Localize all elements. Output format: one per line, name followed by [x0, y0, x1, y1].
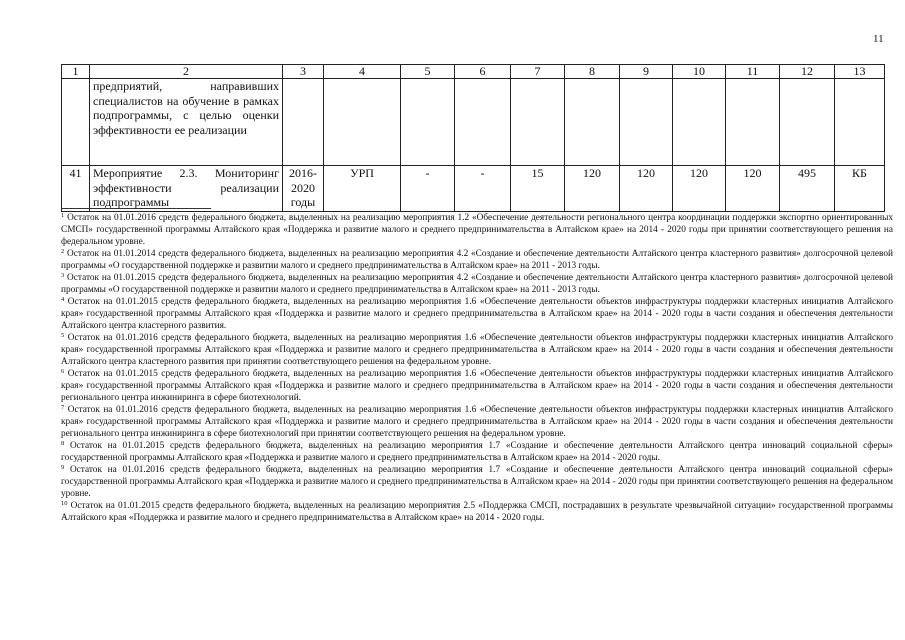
table-cell-executor: УРП [324, 166, 401, 212]
column-header: 4 [324, 65, 401, 79]
table-cell [511, 79, 565, 166]
footnote [61, 296, 893, 332]
table-cell [620, 79, 673, 166]
footnote-mark: 1 [61, 212, 65, 219]
table-cell [401, 79, 455, 166]
table-row [62, 79, 885, 166]
column-header: 7 [511, 65, 565, 79]
column-header: 12 [780, 65, 835, 79]
table-cell [324, 79, 401, 166]
table-cell: 15 [511, 166, 565, 212]
footnote [61, 500, 893, 524]
column-header: 10 [673, 65, 726, 79]
footnote [61, 464, 893, 500]
table-cell [726, 79, 780, 166]
table-cell-source: КБ [835, 166, 885, 212]
page-number: 11 [873, 33, 884, 45]
footnote [61, 332, 893, 368]
table-cell [283, 79, 324, 166]
footnote-mark: 4 [61, 296, 65, 303]
table-cell [835, 79, 885, 166]
footnote [61, 368, 893, 404]
footnote [61, 248, 893, 272]
column-header: 9 [620, 65, 673, 79]
table-cell [780, 79, 835, 166]
column-header: 3 [283, 65, 324, 79]
table-cell-period: 2016-2020 годы [283, 166, 324, 212]
footnote-mark: 9 [61, 464, 65, 471]
program-table [61, 64, 885, 212]
table-cell-description: предприятий, направивших специалистов на обучение в рамках подпрограммы, с целью оценки эффективности ее реализации [90, 79, 283, 166]
column-header: 11 [726, 65, 780, 79]
table-cell: 120 [726, 166, 780, 212]
footnote-mark: 7 [61, 404, 65, 411]
footnote-text: Остаток на 01.01.2016 средств федерального бюджета, выделенных на реализацию мероприятия 1.7 «Создание и обеспечение деятельности Алтайского центра инноваций социальной сферы» государственной программы Алтайского края «Поддержка и развитие малого и среднего предпринимательства в Алтайском крае» на 2014 - 2020 годы при принятии соответствующего решения на федеральном уровне. [61, 465, 894, 499]
footnote [61, 212, 893, 248]
footnote-text: Остаток на 01.01.2015 средств федерального бюджета, выделенных на реализацию мероприятия 1.7 «Создание и обеспечение деятельности Алтайского центра инноваций социальной сферы» государственной программы Алтайского края «Поддержка и развитие малого и среднего предпринимательства в Алтайском крае» на 2014 - 2020 годы. [61, 441, 894, 463]
footnote-mark: 5 [61, 332, 65, 339]
column-header: 13 [835, 65, 885, 79]
table-cell [455, 79, 511, 166]
table-cell [673, 79, 726, 166]
footnote-mark: 10 [61, 500, 68, 507]
footnote-mark: 6 [61, 368, 65, 375]
row-number: 41 [62, 166, 90, 212]
footnote [61, 272, 893, 296]
table-cell [565, 79, 620, 166]
column-header: 8 [565, 65, 620, 79]
footnote-mark: 8 [61, 440, 65, 447]
footnote-text: Остаток на 01.01.2015 средств федерального бюджета, выделенных на реализацию мероприятия 4.2 «Создание и обеспечение деятельности Алтайского центра кластерного развития» долгосрочной целевой программы «О государственной поддержке и развитии малого и среднего предпринимательства в Алтайском крае» на 2011 - 2013 годы. [61, 273, 893, 295]
column-header: 5 [401, 65, 455, 79]
footnote-text: Остаток на 01.01.2016 средств федерального бюджета, выделенных на реализацию мероприятия 1.6 «Обеспечение деятельности объектов инфраструктуры поддержки кластерных инициатив Алтайского края» государственной программы Алтайского края «Поддержка и развитие малого и среднего предпринимательства в Алтайском крае» на 2014 - 2020 годы в части создания и обеспечения деятельности Алтайского центра кластерного развития при принятии соответствующего решения на федеральном уровне. [61, 333, 893, 367]
table-cell: 120 [673, 166, 726, 212]
table-header-row [62, 65, 885, 79]
table-cell-description: Мероприятие 2.3. Мониторинг эффективности реализации подпрограммы [90, 166, 283, 212]
column-header: 6 [455, 65, 511, 79]
table-cell: 495 [780, 166, 835, 212]
footnote [61, 440, 893, 464]
column-header: 1 [62, 65, 90, 79]
table-cell: - [455, 166, 511, 212]
footnote-mark: 2 [61, 248, 65, 255]
table-cell: - [401, 166, 455, 212]
table-cell: 120 [620, 166, 673, 212]
footnote [61, 404, 893, 440]
footnote-text: Остаток на 01.01.2016 средств федерального бюджета, выделенных на реализацию мероприятия 1.2 «Обеспечение деятельности регионального центра координации поддержки экспортно ориентированных СМСП» государственной программы Алтайского края «Поддержка и развитие малого и среднего предпринимательства в Алтайском крае» на 2014 - 2020 годы при принятии соответствующего решения на федеральном уровне. [61, 213, 894, 247]
footnote-text: Остаток на 01.01.2015 средств федерального бюджета, выделенных на реализацию мероприятия 1.6 «Обеспечение деятельности объектов инфраструктуры поддержки кластерных инициатив Алтайского края» государственной программы Алтайского края «Поддержка и развитие малого и среднего предпринимательства в Алтайском крае» на 2014 - 2020 годы в части создания и обеспечения деятельности регионального центра инжиниринга в сфере биотехнологий. [61, 369, 893, 403]
footnote-text: Остаток на 01.01.2014 средств федерального бюджета, выделенных на реализацию мероприятия 4.2 «Создание и обеспечение деятельности Алтайского центра кластерного развития» долгосрочной целевой программы «О государственной поддержке и развитии малого и среднего предпринимательства в Алтайском крае» на 2011 - 2013 годы. [61, 249, 893, 271]
table-cell: 120 [565, 166, 620, 212]
table-cell [62, 79, 90, 166]
footnote-text: Остаток на 01.01.2015 средств федерального бюджета, выделенных на реализацию мероприятия 2.5 «Поддержка СМСП, пострадавших в результате чрезвычайной ситуации» государственной программы Алтайского края «Поддержка и развитие малого и среднего предпринимательства в Алтайском крае» на 2014 - 2020 годы. [61, 501, 893, 523]
footnote-text: Остаток на 01.01.2016 средств федерального бюджета, выделенных на реализацию мероприятия 1.6 «Обеспечение деятельности объектов инфраструктуры поддержки кластерных инициатив Алтайского края» государственной программы Алтайского края «Поддержка и развитие малого и среднего предпринимательства в Алтайском крае» на 2014 - 2020 годы в части создания и обеспечения деятельности регионального центра инжиниринга в сфере биотехнологий при принятии соответствующего решения на федеральном уровне. [61, 405, 893, 439]
footnotes [61, 212, 893, 524]
column-header: 2 [90, 65, 283, 79]
footnote-text: Остаток на 01.01.2015 средств федерального бюджета, выделенных на реализацию мероприятия 1.6 «Обеспечение деятельности объектов инфраструктуры поддержки кластерных инициатив Алтайского края» государственной программы Алтайского края «Поддержка и развитие малого и среднего предпринимательства в Алтайском крае» на 2014 - 2020 годы в части создания и обеспечения деятельности Алтайского центра кластерного развития. [61, 297, 893, 331]
footnote-mark: 3 [61, 272, 65, 279]
table-row [62, 166, 885, 212]
footnote-divider [61, 208, 211, 209]
